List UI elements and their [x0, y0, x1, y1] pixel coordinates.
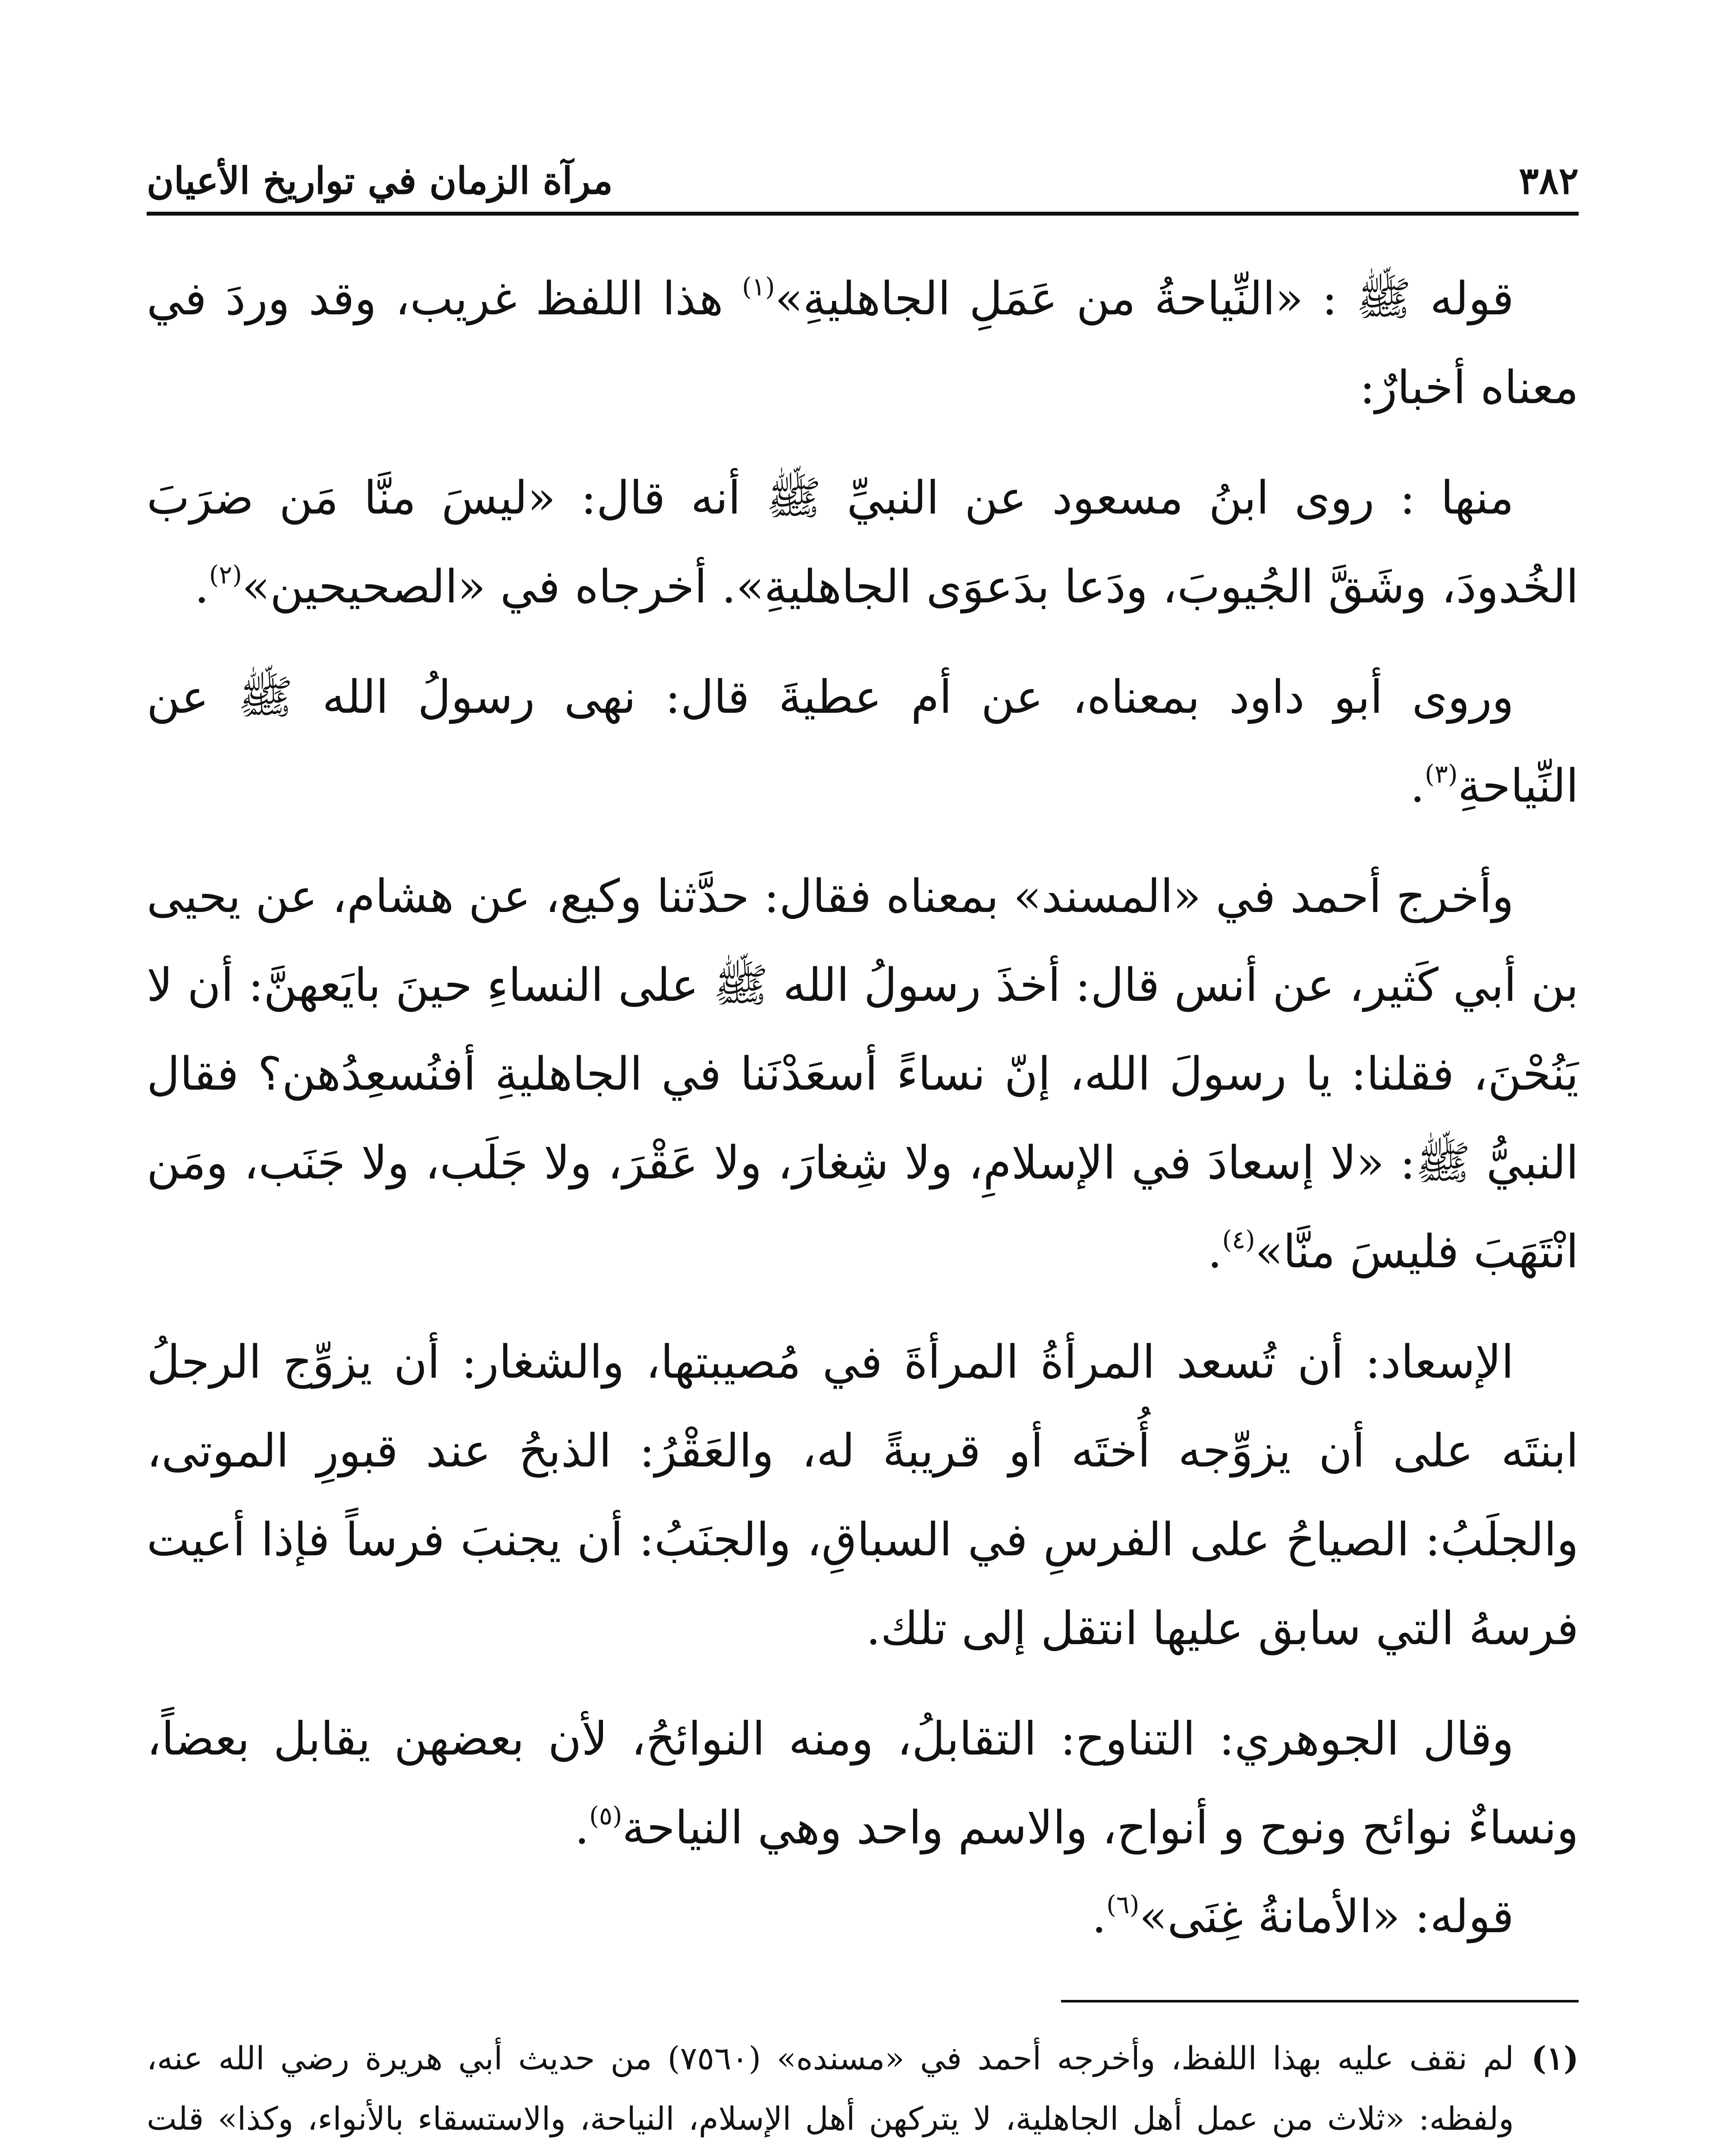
paragraph: قوله: «الأمانةُ غِنَى»$^{(٦)}$.: [1092, 1890, 1514, 1943]
paragraph: وروى أبو داود بمعناه، عن أم عطيةَ قال: نهى رسولُ الله ﷺ عن النِّياحةِ$^{(٣)}$.: [147, 671, 1579, 812]
paragraph: وأخرج أحمد في «المسند» بمعناه فقال: حدَّثنا وكيع، عن هشام، عن يحيى بن أبي كَثير، عن أنس قال: أخذَ رسولُ الله ﷺ على النساءِ حينَ بايَعهنَّ: أن لا يَنُحْنَ، فقلنا: يا رسولَ الله، إنّ نساءً أسعَدْنَنا في الجاهليةِ أفنُسعِدُهن؟ فقال النبيُّ ﷺ: «لا إسعادَ في الإسلامِ، ولا شِغارَ، ولا عَقْرَ، ولا جَلَب، ولا جَنَب، ومَن انْتَهَبَ فليسَ منَّا»$^{(٤)}$.: [147, 870, 1579, 1278]
footnote-divider: [1061, 2000, 1579, 2002]
paragraph: قوله ﷺ : «النِّياحةُ من عَمَلِ الجاهليةِ»$^{(١)}$ هذا اللفظ غريب، وقد وردَ في معناه أخبارٌ:: [147, 272, 1579, 414]
footnote-ref: (٣): [1425, 759, 1458, 789]
main-text: [147, 254, 1579, 1961]
footnote-ref: (٢): [209, 560, 242, 589]
footnote-ref: (٦): [1106, 1890, 1140, 1919]
book-page: [147, 142, 1579, 2156]
footnote-text: لم نقف عليه بهذا اللفظ، وأخرجه أحمد في «مسنده» (٧٥٦٠) من حديث أبي هريرة رضي الله عنه، ولفظه: «ثلاث من عمل أهل الجاهلية، لا يتركهن أهل الإسلام، النياحة، والاستسقاء بالأنواء، وكذا» قلت: [147, 2040, 1514, 2137]
running-title: مرآة الزمان في تواريخ الأعيان: [147, 159, 613, 203]
footnote-ref: (١): [742, 272, 775, 301]
paragraph: الإسعاد: أن تُسعد المرأةُ المرأةَ في مُصيبتها، والشغار: أن يزوِّج الرجلُ ابنتَه على أن يزوِّجه أُختَه أو قريبةً له، والعَقْرُ: الذبحُ عند قبورِ الموتى، والجلَبُ: الصياحُ على الفرسِ في السباقِ، والجنَبُ: أن يجنبَ فرساً فإذا أعيت فرسهُ التي سابق عليها انتقل إلى تلك.: [147, 1335, 1579, 1655]
page-number: ٣٨٢: [1519, 159, 1579, 203]
footnote-number: (١): [1531, 2040, 1579, 2077]
paragraph: منها : روى ابنُ مسعود عن النبيِّ ﷺ أنه قال: «ليسَ منَّا مَن ضرَبَ الخُدودَ، وشَقَّ الجُيوبَ، ودَعا بدَعوَى الجاهليةِ». أخرجاه في «الصحيحين»$^{(٢)}$.: [147, 471, 1579, 613]
footnote-ref: (٥): [589, 1801, 622, 1830]
paragraph: وقال الجوهري: التناوح: التقابلُ، ومنه النوائحُ، لأن بعضهن يقابل بعضاً، ونساءٌ نوائح ونوح و أنواح، والاسم واحد وهي النياحة$^{(٥)}$.: [147, 1712, 1579, 1854]
page-header: [147, 142, 1579, 216]
footnotes: [147, 2028, 1579, 2156]
footnote: [147, 2028, 1579, 2156]
footnote-ref: (٤): [1222, 1225, 1255, 1254]
